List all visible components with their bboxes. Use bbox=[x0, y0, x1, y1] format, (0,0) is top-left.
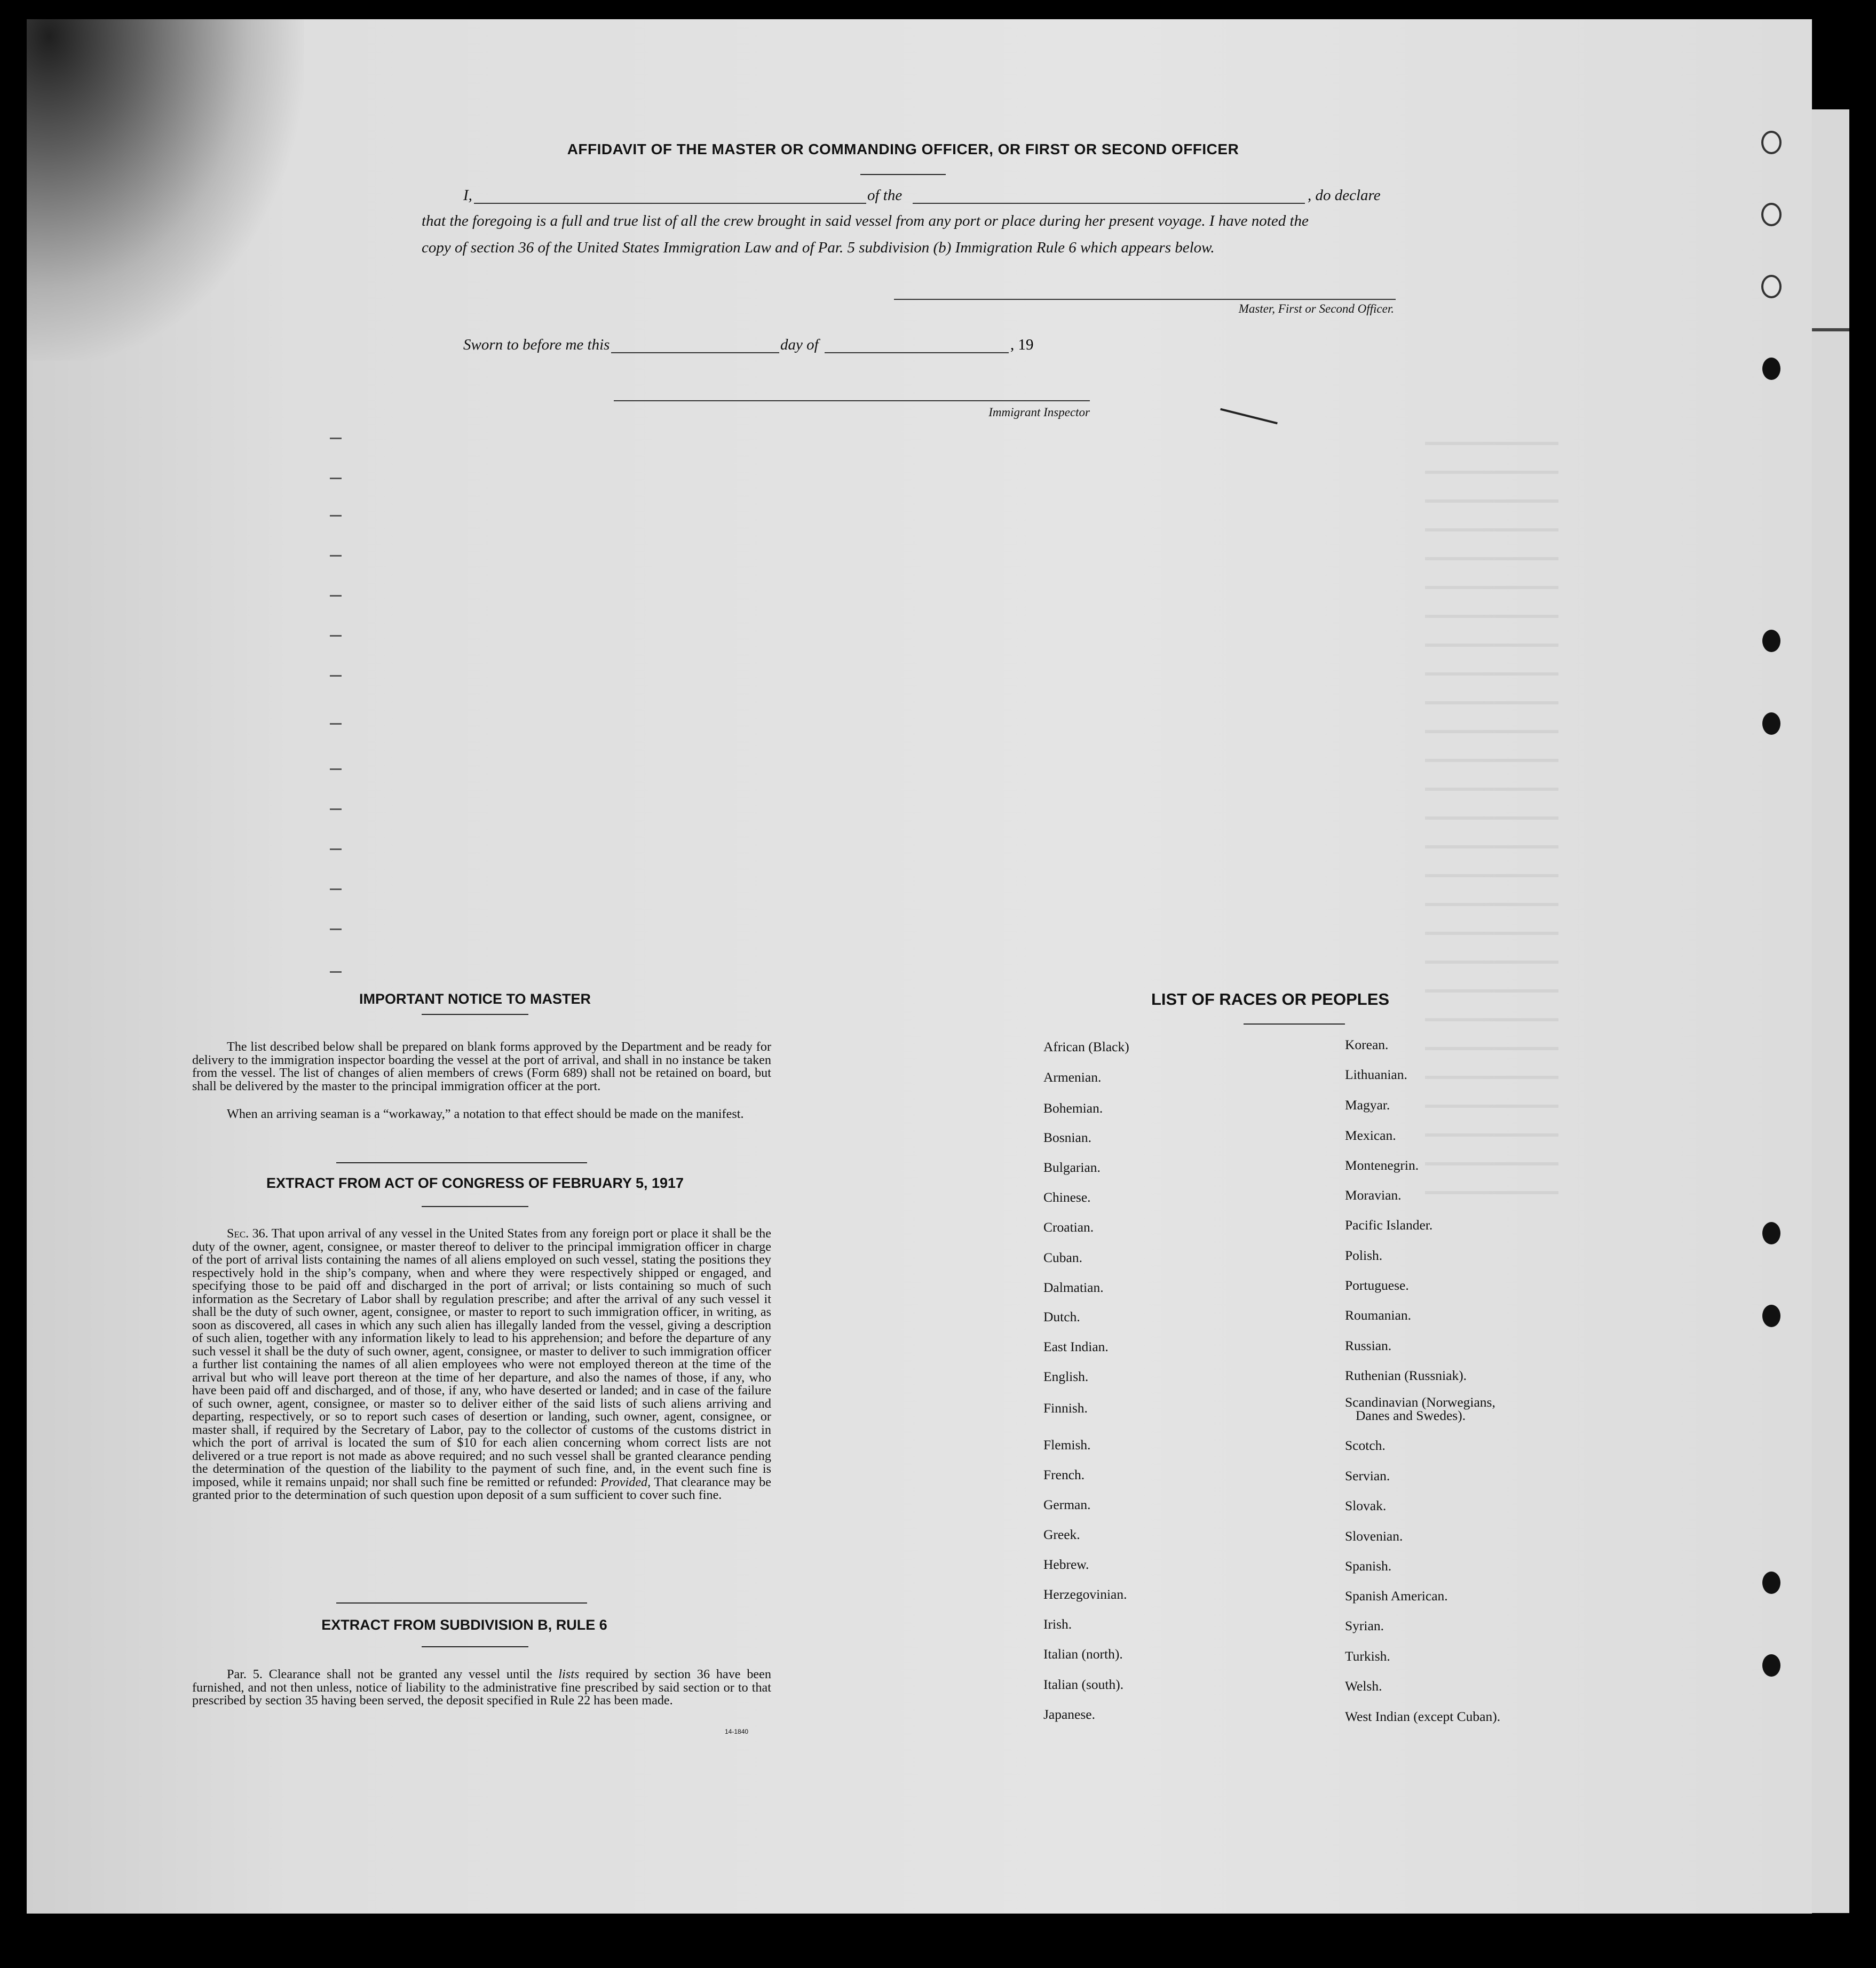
race-item: Bohemian. bbox=[1043, 1100, 1103, 1116]
race-item: Chinese. bbox=[1043, 1189, 1091, 1205]
binder-hole bbox=[1761, 131, 1782, 154]
bleed-through-texture bbox=[1425, 416, 1558, 1217]
background-dash bbox=[330, 478, 342, 479]
act-extract-text-end: That clearance may be granted prior to the determination of such question upon deposit of a sum sufficient to cover such fine. bbox=[192, 1474, 771, 1502]
race-item: Spanish American. bbox=[1345, 1588, 1448, 1604]
background-dash bbox=[330, 595, 342, 597]
affidavit-title: AFFIDAVIT OF THE MASTER OR COMMANDING OFFICER, OR FIRST OR SECOND OFFICER bbox=[567, 141, 1239, 157]
races-underline bbox=[1244, 1023, 1345, 1025]
underlying-sheet-edge bbox=[1812, 109, 1849, 1913]
race-item: Syrian. bbox=[1345, 1618, 1384, 1633]
race-item: West Indian (except Cuban). bbox=[1345, 1709, 1501, 1724]
day-of-label: day of bbox=[780, 336, 819, 353]
background-dash bbox=[330, 848, 342, 850]
notice-title: IMPORTANT NOTICE TO MASTER bbox=[359, 991, 591, 1007]
race-item: Dutch. bbox=[1043, 1309, 1080, 1324]
sec-36-label: Sec. 36. bbox=[227, 1226, 268, 1241]
race-item: Polish. bbox=[1345, 1248, 1383, 1263]
race-item: Dalmatian. bbox=[1043, 1280, 1104, 1295]
race-item: Turkish. bbox=[1345, 1648, 1390, 1664]
affidavit-i-label: I, bbox=[463, 187, 472, 204]
race-item: Italian (south). bbox=[1043, 1677, 1124, 1692]
rule-extract-title: EXTRACT FROM SUBDIVISION B, RULE 6 bbox=[321, 1617, 607, 1633]
race-item: Finnish. bbox=[1043, 1400, 1088, 1416]
binder-hole bbox=[1762, 1572, 1780, 1594]
background-dash bbox=[330, 723, 342, 725]
notice-paragraph-1 bbox=[192, 1041, 771, 1093]
race-item: Armenian. bbox=[1043, 1069, 1102, 1085]
race-item: Flemish. bbox=[1043, 1437, 1091, 1453]
act-extract-underline bbox=[422, 1206, 528, 1207]
race-item: Herzegovinian. bbox=[1043, 1586, 1127, 1602]
binder-hole bbox=[1762, 1222, 1780, 1244]
sworn-label: Sworn to before me this bbox=[463, 336, 610, 353]
background-dash bbox=[330, 675, 342, 677]
rule-extract-body bbox=[192, 1668, 771, 1708]
race-item: Japanese. bbox=[1043, 1707, 1095, 1722]
scan-shadow bbox=[27, 19, 304, 361]
form-number: 14-1840 bbox=[725, 1728, 749, 1735]
race-item: German. bbox=[1043, 1497, 1091, 1512]
rule-extract-underline bbox=[422, 1646, 528, 1647]
rule-extract-text-end: required by section 36 have been furnished, and not then unless, notice of liability to the administrative fine prescribed by said section or to that prescribed by section 35 having been served, the deposit specified in Rule 22 has been made. bbox=[192, 1667, 771, 1708]
race-item: Servian. bbox=[1345, 1468, 1390, 1483]
provided-label: Provided, bbox=[600, 1474, 651, 1489]
background-dash bbox=[330, 438, 342, 439]
master-signature-label: Master, First or Second Officer. bbox=[1238, 302, 1394, 315]
race-item: Hebrew. bbox=[1043, 1557, 1089, 1572]
race-item: Roumanian. bbox=[1345, 1307, 1411, 1323]
notice-paragraph-1-text: The list described below shall be prepared on blank forms approved by the Department and be ready for delivery to the immigration inspector boarding the vessel at the port of arrival, and shall in no instance be taken from the vessel. The list of changes of alien members of crews (Form 689) shall not be retained on board, but shall be delivered by the master to the principal immigration officer at the port. bbox=[192, 1039, 771, 1093]
background-dash bbox=[330, 808, 342, 810]
sworn-month-field[interactable] bbox=[825, 352, 1009, 353]
affidavit-body-line-1: that the foregoing is a full and true list of all the crew brought in said vessel from any port or place during her present voyage. I have noted the bbox=[422, 212, 1309, 229]
background-dash bbox=[330, 515, 342, 517]
binder-hole bbox=[1762, 630, 1780, 652]
race-item: Scotch. bbox=[1345, 1438, 1386, 1453]
underlying-sheet-rule bbox=[1812, 328, 1849, 331]
race-item: Irish. bbox=[1043, 1616, 1072, 1632]
vessel-field[interactable] bbox=[913, 203, 1305, 204]
year-label: , 19 bbox=[1010, 336, 1034, 353]
binder-hole bbox=[1762, 1654, 1780, 1677]
race-item: Magyar. bbox=[1345, 1097, 1390, 1113]
lists-label: lists bbox=[558, 1667, 580, 1681]
race-item: Welsh. bbox=[1345, 1678, 1382, 1694]
inspector-signature-line[interactable] bbox=[614, 400, 1090, 401]
race-item: Portuguese. bbox=[1345, 1277, 1409, 1293]
race-item: Cuban. bbox=[1043, 1250, 1082, 1265]
race-item: Danes and Swedes). bbox=[1356, 1408, 1466, 1423]
race-item: East Indian. bbox=[1043, 1339, 1109, 1354]
inspector-label: Immigrant Inspector bbox=[988, 406, 1090, 419]
affidavit-of-the-label: of the bbox=[867, 187, 903, 204]
affidavit-body-line-2: copy of section 36 of the United States Immigration Law and of Par. 5 subdivision (b) Immigration Rule 6 which appears below. bbox=[422, 239, 1215, 256]
affidavit-declare-label: , do declare bbox=[1308, 187, 1381, 204]
notice-paragraph-2 bbox=[192, 1108, 771, 1121]
sworn-day-field[interactable] bbox=[611, 352, 779, 353]
race-item: Korean. bbox=[1345, 1037, 1389, 1052]
binder-hole bbox=[1762, 712, 1780, 735]
master-signature-line[interactable] bbox=[894, 299, 1396, 300]
rule-extract-text: Par. 5. Clearance shall not be granted any vessel until the bbox=[227, 1667, 552, 1681]
act-extract-text: That upon arrival of any vessel in the United States from any foreign port or place it shall be the duty of the owner, agent, consignee, or master thereof to deliver to the principal immigration officer in charge of the port of arrival lists containing the names of all aliens employed on such vessel, stating the positions they respectively hold in the ship’s company, when and where they were respectively shipped or engaged, and specifying those to be paid off and discharged in the port of arrival; or lists containing so much of such information as the Secretary of Labor shall by regulation prescribe; and after the arrival of any such vessel it shall be the duty of such owner, agent, consignee, or master to report to such immigration officer, in writing, as soon as discovered, all cases in which any such alien has illegally landed from the vessel, giving a description of such alien, together with any information likely to lead to his apprehension; and before the departure of any such vessel it shall be the duty of such owner, agent, consignee, or master to deliver to such immigration officer a further list containing the names of all alien employees who were not employed thereon at the time of the arrival but who will leave port thereon at the time of her departure, and also the names of those, if any, who have been paid off and discharged, and of those, if any, who have deserted or landed; and in case of the failure of such owner, agent, consignee, or master so to deliver either of the said lists of such aliens arriving and departing, respectively, or so to report such cases of desertion or landing, such owner, agent, consignee, or master shall, if required by the Secretary of Labor, pay to the collector of customs of the customs district in which the port of arrival is located the sum of $10 for each alien concerning whom correct lists are not delivered or a true report is not made as above required; and no such vessel shall be granted clearance pending the determination of the question of the liability to the payment of such fine, and, in the event such fine is imposed, while it remains unpaid; nor shall such fine be remitted or refunded: bbox=[192, 1226, 771, 1489]
notice-paragraph-2-text: When an arriving seaman is a “workaway,” a notation to that effect should be made on the manifest. bbox=[227, 1107, 744, 1121]
race-item: Scandinavian (Norwegians, bbox=[1345, 1394, 1495, 1410]
race-item: Italian (north). bbox=[1043, 1646, 1123, 1662]
races-title: LIST OF RACES OR PEOPLES bbox=[1151, 990, 1390, 1009]
race-item: Spanish. bbox=[1345, 1558, 1392, 1574]
race-item: Slovak. bbox=[1345, 1498, 1387, 1513]
binder-hole bbox=[1761, 203, 1782, 226]
race-item: Montenegrin. bbox=[1345, 1157, 1419, 1173]
race-item: Bosnian. bbox=[1043, 1130, 1091, 1145]
title-underline bbox=[860, 174, 946, 175]
background-dash bbox=[330, 555, 342, 557]
race-item: Croatian. bbox=[1043, 1219, 1094, 1235]
notice-underline bbox=[422, 1014, 528, 1015]
background-dash bbox=[330, 768, 342, 770]
race-item: Greek. bbox=[1043, 1527, 1080, 1542]
race-item: Russian. bbox=[1345, 1338, 1392, 1353]
background-dash bbox=[330, 888, 342, 890]
act-extract-divider bbox=[336, 1602, 587, 1604]
background-dash bbox=[330, 635, 342, 637]
race-item: French. bbox=[1043, 1467, 1085, 1482]
notice-divider bbox=[336, 1162, 587, 1163]
binder-hole bbox=[1762, 358, 1780, 380]
race-item: Mexican. bbox=[1345, 1128, 1396, 1143]
binder-hole bbox=[1762, 1305, 1780, 1327]
race-item: Pacific Islander. bbox=[1345, 1217, 1433, 1233]
race-item: Moravian. bbox=[1345, 1187, 1402, 1203]
background-dash bbox=[330, 929, 342, 930]
race-item: English. bbox=[1043, 1369, 1089, 1384]
race-item: Slovenian. bbox=[1345, 1528, 1403, 1544]
act-extract-title: EXTRACT FROM ACT OF CONGRESS OF FEBRUARY 5, 1917 bbox=[266, 1175, 684, 1191]
act-extract-body bbox=[192, 1227, 771, 1502]
race-item: Bulgarian. bbox=[1043, 1160, 1101, 1175]
race-item: African (Black) bbox=[1043, 1039, 1129, 1054]
name-field[interactable] bbox=[474, 203, 866, 204]
race-item: Lithuanian. bbox=[1345, 1067, 1407, 1082]
binder-hole bbox=[1761, 275, 1782, 298]
background-dash bbox=[330, 971, 342, 973]
race-item: Ruthenian (Russniak). bbox=[1345, 1368, 1467, 1383]
